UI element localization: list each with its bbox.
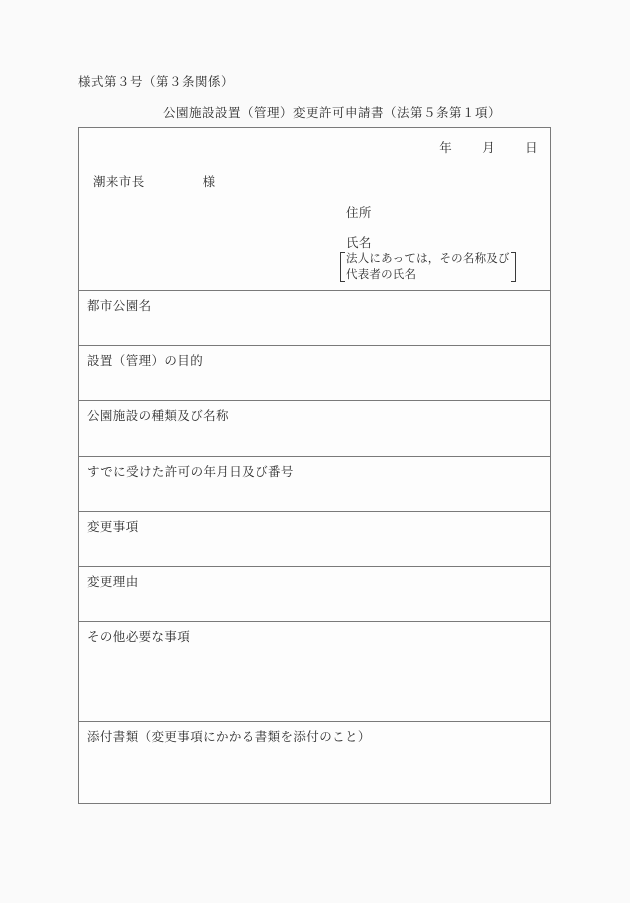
corporate-note-text bbox=[344, 251, 512, 283]
right-bracket-icon bbox=[512, 251, 519, 283]
left-bracket-icon bbox=[337, 251, 344, 283]
row-label-facility-type-name: 公園施設の種類及び名称 bbox=[87, 409, 229, 423]
corporate-name-note bbox=[337, 251, 519, 283]
form-code: 様式第３号（第３条関係） bbox=[78, 75, 235, 89]
table-row bbox=[79, 622, 550, 722]
table-row bbox=[79, 512, 550, 567]
date-line bbox=[439, 138, 538, 156]
name-field-label: 氏名 bbox=[346, 236, 372, 250]
row-label-previous-permit: すでに受けた許可の年月日及び番号 bbox=[87, 465, 294, 479]
row-label-park-name: 都市公園名 bbox=[87, 299, 152, 313]
row-label-change-reason: 変更理由 bbox=[87, 575, 139, 589]
table-row bbox=[79, 567, 550, 622]
table-row bbox=[79, 457, 550, 512]
date-year-label: 年 bbox=[439, 141, 453, 155]
row-label-other-matters: その他必要な事項 bbox=[87, 630, 191, 644]
application-form-table bbox=[78, 127, 551, 804]
table-row bbox=[79, 401, 550, 457]
addressee-line bbox=[93, 172, 216, 190]
applicant-header-row bbox=[79, 128, 550, 291]
addressee-name: 潮来市長 bbox=[93, 175, 145, 189]
corporate-note-line-1: 法人にあっては，その名称及び bbox=[346, 253, 510, 265]
addressee-honorific: 様 bbox=[202, 175, 216, 189]
table-row bbox=[79, 346, 550, 401]
row-label-attachments: 添付書類（変更事項にかかる書類を添付のこと） bbox=[87, 730, 371, 744]
date-day-label: 日 bbox=[525, 141, 538, 155]
date-month-label: 月 bbox=[482, 141, 496, 155]
row-label-purpose: 設置（管理）の目的 bbox=[87, 354, 204, 368]
corporate-note-line-2: 代表者の氏名 bbox=[346, 269, 417, 281]
table-row bbox=[79, 722, 550, 803]
row-label-change-items: 変更事項 bbox=[87, 520, 139, 534]
address-field-label: 住所 bbox=[346, 206, 372, 220]
table-row bbox=[79, 291, 550, 346]
page-title: 公園施設設置（管理）変更許可申請書（法第５条第１項） bbox=[163, 106, 502, 120]
